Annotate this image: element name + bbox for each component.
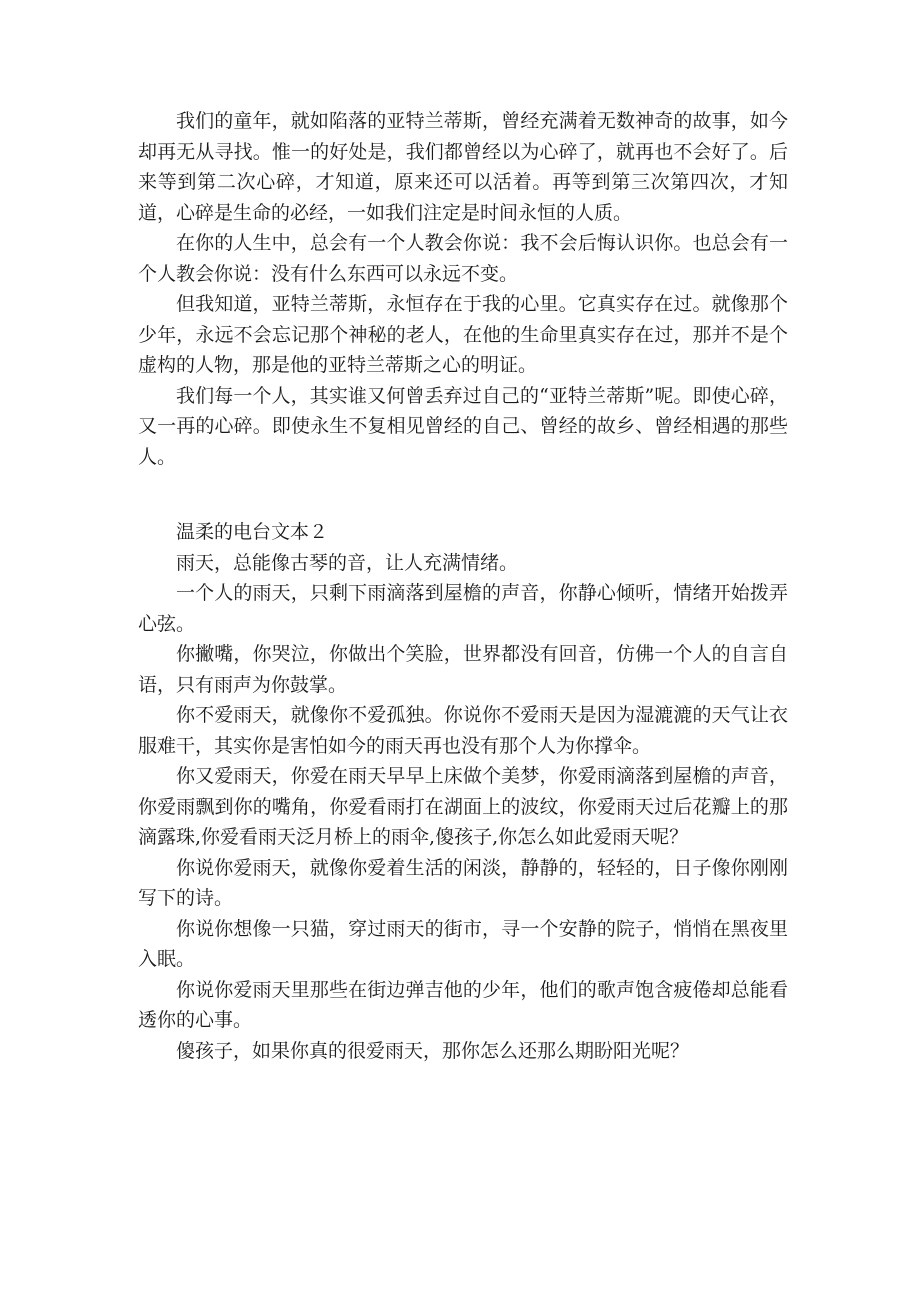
section-atlantis: [138, 106, 788, 472]
paragraph: 但我知道，亚特兰蒂斯，永恒存在于我的心里。它真实存在过。就像那个少年，永远不会忘记那个神秘的老人，在他的生命里真实存在过，那并不是个虚构的人物，那是他的亚特兰蒂斯之心的明证。: [138, 293, 788, 376]
paragraph: 你撇嘴，你哭泣，你做出个笑脸，世界都没有回音，仿佛一个人的自言自语，只有雨声为你鼓掌。: [138, 643, 788, 696]
paragraph: 一个人的雨天，只剩下雨滴落到屋檐的声音，你静心倾听，情绪开始拨弄心弦。: [138, 582, 788, 635]
section-spacer: [138, 472, 788, 517]
paragraph: 你说你爱雨天，就像你爱着生活的闲淡，静静的，轻轻的，日子像你刚刚写下的诗。: [138, 856, 788, 909]
paragraph: 雨天，总能像古琴的音，让人充满情绪。: [176, 551, 519, 574]
paragraph: 我们的童年，就如陷落的亚特兰蒂斯，曾经充满着无数神奇的故事，如今却再无从寻找。惟一的好处是，我们都曾经以为心碎了，就再也不会好了。后来等到第二次心碎，才知道，原来还可以活着。再等到第三次第四次，才知道，心碎是生命的必经，一如我们注定是时间永恒的人质。: [138, 110, 788, 224]
paragraph: 我们每一个人，其实谁又何曾丢弃过自己的“亚特兰蒂斯”呢。即使心碎，又一再的心碎。即使永生不复相见曾经的自己、曾经的故乡、曾经相遇的那些人。: [138, 384, 788, 468]
paragraph: 在你的人生中，总会有一个人教会你说：我不会后悔认识你。也总会有一个人教会你说：没有什么东西可以永远不变。: [138, 232, 788, 285]
section-heading: 温柔的电台文本２: [176, 521, 329, 543]
paragraph: 傻孩子，如果你真的很爱雨天，那你怎么还那么期盼阳光呢？: [176, 1039, 690, 1062]
document-page: [138, 106, 788, 1066]
paragraph: 你说你想像一只猫，穿过雨天的街市，寻一个安静的院子，悄悄在黑夜里入眠。: [138, 917, 788, 970]
paragraph: 你又爱雨天，你爱在雨天早早上床做个美梦，你爱雨滴落到屋檐的声音，你爱雨飘到你的嘴角，你爱看雨打在湖面上的波纹，你爱雨天过后花瓣上的那滴露珠,你爱看雨天泛月桥上的雨伞,傻孩子,你怎么如此爱雨天呢？: [138, 765, 788, 848]
section-radio-text-2: [138, 517, 788, 1066]
paragraph: 你说你爱雨天里那些在街边弹吉他的少年，他们的歌声饱含疲倦却总能看透你的心事。: [138, 978, 788, 1031]
paragraph: 你不爱雨天，就像你不爱孤独。你说你不爱雨天是因为湿漉漉的天气让衣服难干，其实你是害怕如今的雨天再也没有那个人为你撑伞。: [138, 704, 788, 757]
